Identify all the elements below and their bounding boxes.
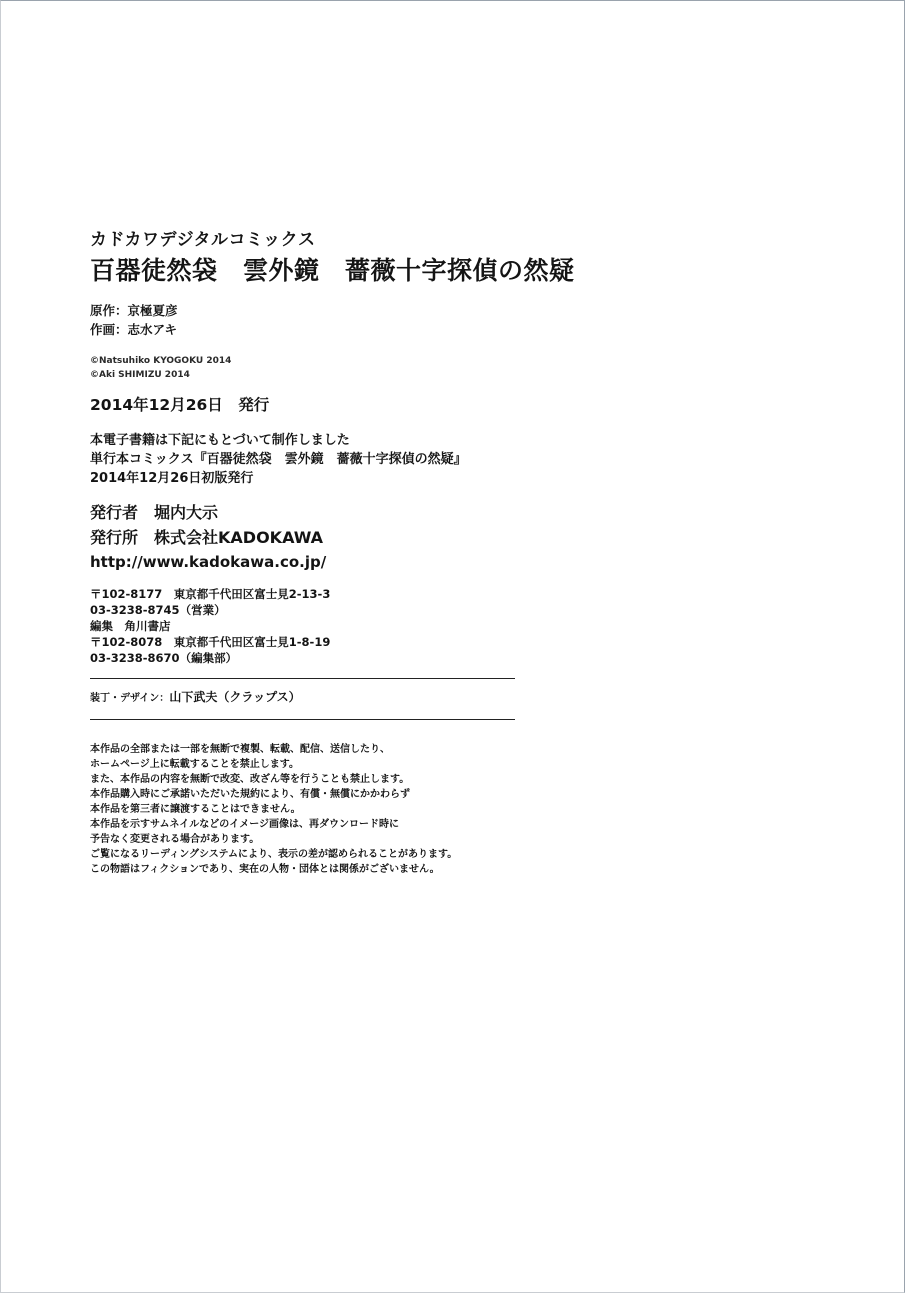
source-note (90, 431, 690, 488)
colophon (90, 229, 690, 877)
notice-line: 予告なく変更される場合があります。 (90, 834, 260, 845)
source-note-line: 本電子書籍は下記にもとづいて制作しました (90, 433, 350, 448)
publishing-office: 発行所 株式会社KADOKAWA (90, 528, 324, 547)
divider-top (90, 678, 515, 679)
address-block (90, 586, 690, 666)
copyright-block (90, 354, 690, 382)
design-credit (90, 688, 690, 708)
address-line: 〒102-8078 東京都千代田区富士見1-8-19 (90, 635, 331, 649)
copyright-author: ©Natsuhiko KYOGOKU 2014 (90, 356, 232, 366)
notice-line: 本作品の全部または一部を無断で複製、転載、配信、送信したり、 (90, 744, 390, 755)
address-line: 編集 角川書店 (90, 619, 171, 633)
credit-artist: 作画：志水アキ (90, 322, 178, 337)
notice-line: ご覧になるリーディングシステムにより、表示の差が認められることがあります。 (90, 849, 458, 860)
notice-line: 本作品を第三者に譲渡することはできません。 (90, 804, 301, 815)
issuer: 発行者 堀内大示 (90, 503, 219, 522)
address-line: 〒102-8177 東京都千代田区富士見2-13-3 (90, 587, 331, 601)
publisher-url: http://www.kadokawa.co.jp/ (90, 553, 327, 571)
publisher-block (90, 500, 690, 574)
address-line: 03-3238-8670（編集部） (90, 651, 238, 665)
source-note-line: 単行本コミックス『百器徒然袋 雲外鏡 薔薇十字探偵の然疑』 (90, 452, 467, 467)
credit-original-author: 原作：京極夏彦 (90, 303, 178, 318)
series-name: カドカワデジタルコミックス (90, 230, 316, 250)
design-credit-label: 装丁・デザイン： (90, 693, 170, 704)
divider-bottom (90, 719, 515, 720)
notice-line: また、本作品の内容を無断で改変、改ざん等を行うことも禁止します。 (90, 774, 410, 785)
notice-line: ホームページ上に転載することを禁止します。 (90, 759, 299, 770)
notice-line: 本作品購入時にご承諾いただいた規約により、有償・無償にかかわらず (90, 789, 410, 800)
notice-line: 本作品を示すサムネイルなどのイメージ画像は、再ダウンロード時に (90, 819, 399, 830)
design-credit-value: 山下武夫（クラップス） (169, 690, 301, 704)
notice-line: この物語はフィクションであり、実在の人物・団体とは関係がございません。 (90, 864, 440, 875)
credits (90, 301, 690, 339)
address-line: 03-3238-8745（営業） (90, 603, 226, 617)
copyright-artist: ©Aki SHIMIZU 2014 (90, 370, 190, 380)
source-note-line: 2014年12月26日初版発行 (90, 471, 254, 486)
legal-notice (90, 742, 690, 877)
publication-date: 2014年12月26日 発行 (90, 396, 270, 414)
book-title: 百器徒然袋 雲外鏡 薔薇十字探偵の然疑 (90, 256, 575, 285)
